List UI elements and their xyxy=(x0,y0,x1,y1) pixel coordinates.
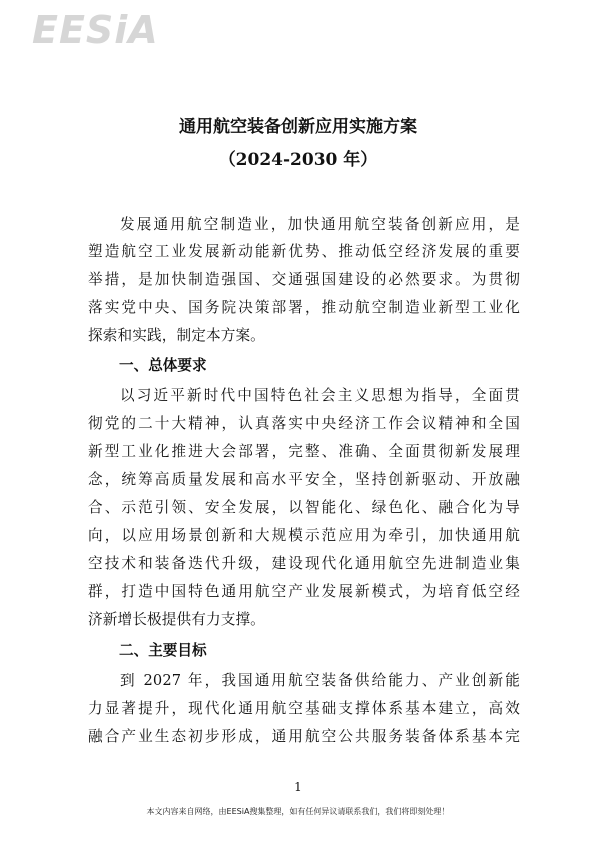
section1-line: 以习近平新时代中国特色社会主义思想为指导，全面贯 xyxy=(120,387,520,404)
section-heading-main-targets: 二、主要目标 xyxy=(119,642,207,659)
section2-line: 力显著提升，现代化通用航空基础支撑体系基本建立，高效 xyxy=(88,700,520,717)
section1-line: 合、示范引领、安全发展，以智能化、绿色化、融合化为导 xyxy=(88,499,520,516)
section1-line: 群，打造中国特色通用航空产业发展新模式，为培育低空经 xyxy=(88,583,520,600)
section1-line: 向，以应用场景创新和大规模示范应用为牵引，加快通用航 xyxy=(88,527,520,544)
section-heading-general-requirements: 一、总体要求 xyxy=(119,357,207,374)
document-title: 通用航空装备创新应用实施方案 xyxy=(179,117,417,137)
intro-line: 落实党中央、国务院决策部署，推动航空制造业新型工业化 xyxy=(88,299,520,316)
footer-disclaimer: 本文内容来自网络，由EESiA搜集整理，如有任何异议请联系我们，我们将即刻处理！ xyxy=(146,807,450,816)
section1-line: 济新增长极提供有力支撑。 xyxy=(88,611,265,628)
section2-line: 到 2027 年，我国通用航空装备供给能力、产业创新能 xyxy=(120,672,520,689)
section2-line: 融合产业生态初步形成，通用航空公共服务装备体系基本完 xyxy=(88,728,520,745)
page-number: 1 xyxy=(294,780,302,794)
intro-line: 发展通用航空制造业，加快通用航空装备创新应用，是 xyxy=(120,216,520,233)
eesia-logo: EESiA xyxy=(32,8,159,52)
section1-line: 新型工业化推进大会部署，完整、准确、全面贯彻新发展理 xyxy=(88,443,520,460)
document-subtitle: （2024-2030 年） xyxy=(218,150,378,170)
section1-line: 彻党的二十大精神，认真落实中央经济工作会议精神和全国 xyxy=(88,415,520,432)
intro-line: 举措，是加快制造强国、交通强国建设的必然要求。为贯彻 xyxy=(88,271,520,288)
section1-line: 空技术和装备迭代升级，建设现代化通用航空先进制造业集 xyxy=(88,555,520,572)
intro-line: 探索和实践，制定本方案。 xyxy=(88,327,265,344)
section1-line: 念，统筹高质量发展和高水平安全，坚持创新驱动、开放融 xyxy=(88,471,520,488)
intro-line: 塑造航空工业发展新动能新优势、推动低空经济发展的重要 xyxy=(88,243,520,260)
